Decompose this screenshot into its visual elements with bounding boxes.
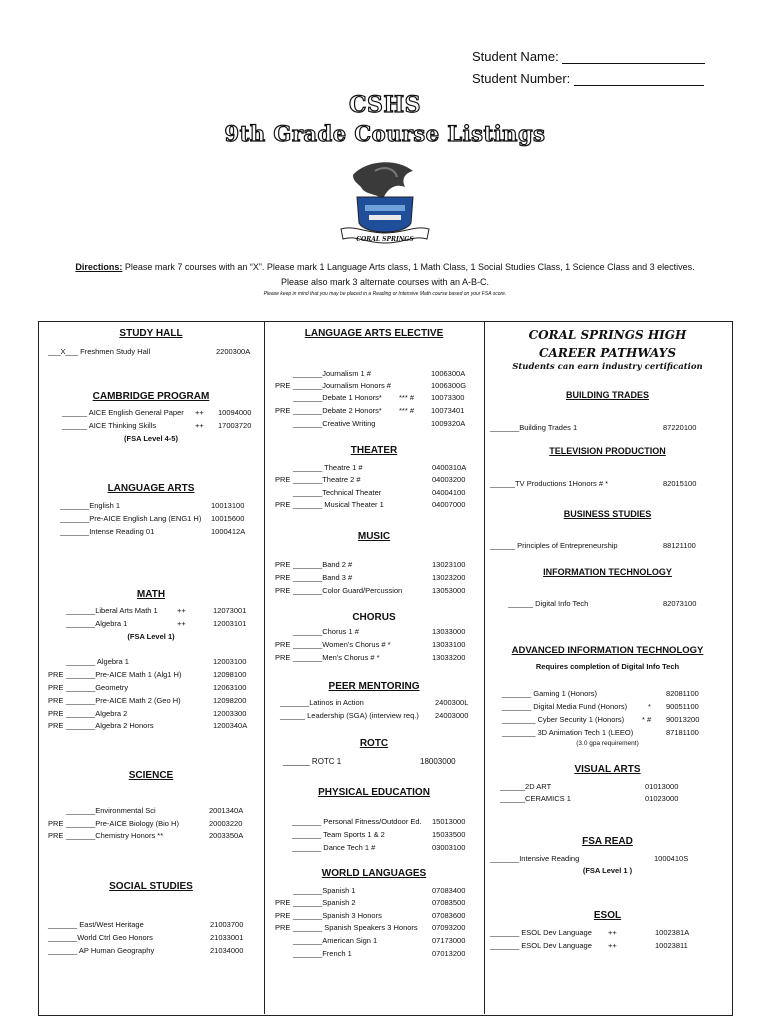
- course-code: 24003000: [435, 711, 469, 720]
- section-chorus: CHORUS: [352, 612, 396, 623]
- course-code: 10073300: [431, 393, 465, 402]
- course-code: 01023000: [645, 794, 679, 803]
- course-code: 10023811: [655, 941, 688, 950]
- course-row[interactable]: [490, 540, 725, 552]
- course-row[interactable]: [275, 572, 480, 584]
- course-name: ______ Digital Info Tech: [508, 599, 589, 608]
- course-row[interactable]: [48, 720, 262, 732]
- course-name: _______Debate 1 Honors*: [293, 393, 382, 402]
- course-row[interactable]: [490, 940, 725, 952]
- course-name: _______Pre-AICE English Lang (ENG1 H): [60, 514, 202, 523]
- course-name: _______Intensive Reading: [490, 854, 580, 863]
- course-name: _______French 1: [293, 949, 352, 958]
- course-row[interactable]: [502, 701, 727, 713]
- course-code: 10073401: [431, 406, 465, 415]
- column-divider-1: [264, 321, 265, 1014]
- page-title: CSHS: [348, 92, 422, 118]
- course-name: _______Band 2 #: [293, 560, 353, 569]
- course-code: 12098100: [213, 670, 247, 679]
- section-rotc: ROTC: [359, 738, 389, 749]
- course-row[interactable]: [48, 695, 262, 707]
- section-language-arts: LANGUAGE ARTS: [107, 483, 195, 494]
- course-name: _______ Theatre 1 #: [293, 463, 363, 472]
- course-code: 12003300: [213, 709, 247, 718]
- course-code: 12003100: [213, 657, 247, 666]
- course-name: _______American Sign 1: [293, 936, 378, 945]
- course-row[interactable]: [66, 618, 262, 630]
- career-pathways-heading-2: CAREER PATHWAYS: [538, 346, 676, 360]
- course-code: 2003350A: [209, 831, 244, 840]
- course-row[interactable]: [48, 805, 262, 817]
- section-fsa-read: FSA READ: [582, 836, 633, 847]
- course-row[interactable]: [48, 932, 262, 944]
- course-name: _______ Musical Theater 1: [293, 500, 384, 509]
- course-row[interactable]: [48, 346, 258, 358]
- career-pathways-heading-1: CORAL SPRINGS HIGH: [528, 328, 687, 342]
- course-name: _______Color Guard/Percussion: [293, 586, 403, 595]
- course-name: _______ ESOL Dev Language: [490, 928, 592, 937]
- course-code: 2001340A: [209, 806, 244, 815]
- course-row[interactable]: [275, 935, 480, 947]
- course-pre: PRE: [275, 923, 291, 932]
- course-code: 2200300A: [216, 347, 251, 356]
- course-name: _______Environmental Sci: [66, 806, 156, 815]
- course-name: _______ Gaming 1 (Honors): [502, 689, 598, 698]
- course-pre: PRE: [275, 586, 291, 595]
- course-row[interactable]: [275, 380, 480, 392]
- school-logo: [335, 153, 435, 251]
- course-name: _______Building Trades 1: [490, 423, 578, 432]
- course-name: _______Algebra 2: [66, 709, 128, 718]
- section-la-elective: LANGUAGE ARTS ELECTIVE: [304, 328, 444, 339]
- course-name: _______Journalism Honors #: [293, 381, 391, 390]
- course-row[interactable]: [62, 407, 262, 419]
- course-name: ______ AICE Thinking Skills: [62, 421, 157, 430]
- course-row[interactable]: [490, 927, 725, 939]
- course-mark: *: [648, 702, 651, 711]
- course-row[interactable]: [275, 910, 480, 922]
- course-code: 88121100: [663, 541, 696, 550]
- course-code: 15033500: [432, 830, 466, 839]
- course-mark: * #: [642, 715, 652, 724]
- course-name: ______ ROTC 1: [283, 757, 342, 766]
- student-number-line[interactable]: [574, 85, 704, 86]
- course-code: 1009320A: [431, 419, 466, 428]
- course-name: _______ Team Sports 1 & 2: [292, 830, 385, 839]
- section-visual-arts: VISUAL ARTS: [574, 764, 641, 775]
- course-code: 17003720: [218, 421, 252, 430]
- course-mark: ++: [177, 619, 186, 628]
- course-name: _______Geometry: [66, 683, 129, 692]
- course-pre: PRE: [48, 670, 64, 679]
- course-pre: PRE: [275, 500, 291, 509]
- course-row[interactable]: [292, 842, 482, 854]
- course-name: _______ Spanish Speakers 3 Honors: [293, 923, 418, 932]
- course-row[interactable]: [500, 781, 725, 793]
- math-note: (FSA Level 1): [127, 632, 175, 641]
- section-cambridge: CAMBRIDGE PROGRAM: [92, 391, 210, 402]
- course-row[interactable]: [48, 919, 262, 931]
- student-name-label: Student Name:: [472, 49, 559, 64]
- course-name: _______Spanish 3 Honors: [293, 911, 382, 920]
- course-code: 04004100: [432, 488, 466, 497]
- course-name: ______CERAMICS 1: [500, 794, 571, 803]
- course-code: 03003100: [432, 843, 466, 852]
- cambridge-note: (FSA Level 4-5): [124, 434, 178, 443]
- course-code: 0400310A: [432, 463, 467, 472]
- course-row[interactable]: [275, 499, 480, 511]
- course-name: _______Creative Writing: [293, 419, 376, 428]
- course-row[interactable]: [275, 392, 480, 404]
- course-row[interactable]: [500, 793, 725, 805]
- course-name: _______Intense Reading 01: [60, 527, 155, 536]
- course-pre: PRE: [275, 406, 291, 415]
- section-peer-mentoring: PEER MENTORING: [328, 681, 420, 692]
- course-name: _______Debate 2 Honors*: [293, 406, 382, 415]
- student-number-field[interactable]: [472, 71, 704, 86]
- course-pre: PRE: [275, 911, 291, 920]
- course-pre: PRE: [48, 709, 64, 718]
- course-code: 82081100: [666, 689, 699, 698]
- section-building-trades: BUILDING TRADES: [566, 390, 649, 400]
- course-name: _______ Digital Media Fund (Honors): [502, 702, 628, 711]
- course-row[interactable]: [275, 368, 480, 380]
- section-information-technology: INFORMATION TECHNOLOGY: [543, 567, 672, 577]
- course-row[interactable]: [48, 656, 262, 668]
- page-subtitle: 9th Grade Course Listings: [224, 121, 546, 146]
- course-row[interactable]: [275, 652, 480, 664]
- course-row[interactable]: [275, 559, 480, 571]
- course-code: 12098200: [213, 696, 247, 705]
- course-pre: PRE: [48, 683, 64, 692]
- course-name: _______Men's Chorus # *: [293, 653, 380, 662]
- course-row[interactable]: [275, 897, 480, 909]
- course-name: _______ Personal Fitness/Outdoor Ed.: [292, 817, 422, 826]
- course-name: _______ Algebra 1: [66, 657, 129, 666]
- course-row[interactable]: [275, 405, 480, 417]
- course-name: _______ ESOL Dev Language: [490, 941, 592, 950]
- course-row[interactable]: [66, 605, 262, 617]
- course-code: 21003700: [210, 920, 244, 929]
- course-code: 1006300G: [431, 381, 467, 390]
- student-number-label: Student Number:: [472, 71, 571, 86]
- course-name: _______Women's Chorus # *: [293, 640, 391, 649]
- directions-text: Please mark 7 courses with an “X”. Please mark 1 Language Arts class, 1 Math Class, 1 Social Studies Class, 1 Science Class and 3 electives.: [124, 262, 695, 272]
- course-pre: PRE: [275, 653, 291, 662]
- course-code: 13053000: [432, 586, 466, 595]
- course-row[interactable]: [275, 626, 480, 638]
- course-row[interactable]: [48, 682, 262, 694]
- course-name: _______Pre-AICE Math 2 (Geo H): [66, 696, 181, 705]
- course-code: 87220100: [663, 423, 697, 432]
- course-row[interactable]: [275, 474, 480, 486]
- course-code: 20003220: [209, 819, 243, 828]
- course-name: _______Algebra 1: [66, 619, 128, 628]
- course-code: 18003000: [420, 757, 456, 766]
- course-row[interactable]: [48, 945, 262, 957]
- course-row[interactable]: [502, 727, 727, 739]
- course-name: ________ 3D Animation Tech 1 (LEEO): [502, 728, 634, 737]
- course-row[interactable]: [490, 478, 725, 490]
- course-code: 04007000: [432, 500, 466, 509]
- course-row[interactable]: [60, 526, 260, 538]
- course-row[interactable]: [275, 948, 480, 960]
- course-row[interactable]: [48, 669, 262, 681]
- course-row[interactable]: [275, 885, 480, 897]
- course-row[interactable]: [275, 922, 480, 934]
- course-row[interactable]: [508, 598, 728, 610]
- course-row[interactable]: [48, 708, 262, 720]
- course-code: 10015600: [211, 514, 245, 523]
- course-code: 82015100: [663, 479, 697, 488]
- section-social-studies: SOCIAL STUDIES: [109, 881, 193, 892]
- course-row[interactable]: [275, 462, 480, 474]
- section-science: SCIENCE: [128, 770, 174, 781]
- course-row[interactable]: [292, 816, 482, 828]
- course-name: _______ Dance Tech 1 #: [292, 843, 376, 852]
- course-name: _______Spanish 2: [293, 898, 356, 907]
- course-row[interactable]: [275, 585, 480, 597]
- course-pre: PRE: [48, 819, 64, 828]
- course-name: ________ Cyber Security 1 (Honors): [502, 715, 625, 724]
- course-pre: PRE: [48, 721, 64, 730]
- advanced-it-requirement: Requires completion of Digital Info Tech: [535, 662, 680, 671]
- course-pre: PRE: [275, 898, 291, 907]
- course-row[interactable]: [280, 710, 480, 722]
- course-code: 07083600: [432, 911, 466, 920]
- course-code: 12073001: [213, 606, 247, 615]
- section-advanced-it: ADVANCED INFORMATION TECHNOLOGY: [511, 645, 704, 656]
- course-name: _______Liberal Arts Math 1: [66, 606, 158, 615]
- course-row[interactable]: [275, 418, 480, 430]
- course-row[interactable]: [502, 714, 727, 726]
- course-code: 13033000: [432, 627, 466, 636]
- course-code: 13023200: [432, 573, 466, 582]
- course-mark: ++: [195, 421, 204, 430]
- course-row[interactable]: [48, 818, 262, 830]
- section-esol: ESOL: [593, 910, 622, 921]
- course-code: 21033001: [210, 933, 244, 942]
- section-music: MUSIC: [357, 531, 391, 542]
- course-pre: PRE: [275, 560, 291, 569]
- course-name: _______Chorus 1 #: [293, 627, 359, 636]
- course-mark: *** #: [399, 406, 415, 415]
- course-code: 82073100: [663, 599, 697, 608]
- course-mark: ++: [195, 408, 204, 417]
- course-name: ______ Leadership (SGA) (interview req.): [280, 711, 419, 720]
- directions-line2: Please also mark 3 alternate courses with an A-B-C.: [280, 277, 490, 287]
- directions-label: Directions:: [75, 262, 123, 272]
- student-name-line[interactable]: [562, 63, 705, 64]
- course-row[interactable]: [60, 500, 260, 512]
- course-code: 87181100: [666, 728, 699, 737]
- section-tv-production: TELEVISION PRODUCTION: [549, 446, 666, 456]
- course-code: 07083500: [432, 898, 466, 907]
- course-name: _______Journalism 1 #: [293, 369, 371, 378]
- course-code: 10013100: [211, 501, 245, 510]
- course-name: _______ AP Human Geography: [48, 946, 155, 955]
- course-name: _______Chemistry Honors **: [66, 831, 164, 840]
- course-name: ______2D ART: [500, 782, 552, 791]
- course-code: 07093200: [432, 923, 466, 932]
- course-name: _______Algebra 2 Honors: [66, 721, 154, 730]
- course-name: ______TV Productions 1Honors # *: [490, 479, 608, 488]
- course-pre: PRE: [275, 640, 291, 649]
- course-name: _______World Ctrl Geo Honors: [48, 933, 153, 942]
- course-row[interactable]: [275, 487, 480, 499]
- course-code: 12063100: [213, 683, 247, 692]
- course-name: ______ Principles of Entrepreneurship: [490, 541, 618, 550]
- course-code: 07173000: [432, 936, 466, 945]
- student-name-field[interactable]: [472, 49, 705, 64]
- directions: [0, 262, 770, 272]
- course-row[interactable]: [275, 639, 480, 651]
- course-code: 07013200: [432, 949, 466, 958]
- directions-note: Please keep in mind that you may be placed in a Reading or Intensive Math course based on your FSA score.: [263, 291, 507, 297]
- course-name: _______Pre-AICE Biology (Bio H): [66, 819, 179, 828]
- course-name: _______Theatre 2 #: [293, 475, 361, 484]
- course-mark: *** #: [399, 393, 415, 402]
- course-name: _______Spanish 1: [293, 886, 356, 895]
- course-row[interactable]: [502, 688, 727, 700]
- section-theater: THEATER: [350, 445, 398, 456]
- course-mark: ++: [608, 928, 617, 937]
- course-code: 12003101: [213, 619, 247, 628]
- course-name: _______Band 3 #: [293, 573, 353, 582]
- course-code: 01013000: [645, 782, 679, 791]
- course-row[interactable]: [283, 756, 480, 768]
- course-pre: PRE: [48, 696, 64, 705]
- course-name: _______ East/West Heritage: [48, 920, 144, 929]
- course-code: 10094000: [218, 408, 252, 417]
- course-name: _______English 1: [60, 501, 121, 510]
- course-name: _______Pre-AICE Math 1 (Alg1 H): [66, 670, 182, 679]
- course-name: _______Latinos in Action: [280, 698, 364, 707]
- course-code: 04003200: [432, 475, 466, 484]
- course-pre: PRE: [275, 573, 291, 582]
- course-code: 15013000: [432, 817, 466, 826]
- course-name: _______Technical Theater: [293, 488, 382, 497]
- course-code: 1000412A: [211, 527, 246, 536]
- course-row[interactable]: [490, 853, 725, 865]
- course-code: 90051100: [666, 702, 699, 711]
- course-pre: PRE: [275, 475, 291, 484]
- career-pathways-subheading: Students can earn industry certification: [512, 362, 703, 372]
- section-business-studies: BUSINESS STUDIES: [563, 509, 652, 519]
- course-row[interactable]: [490, 422, 725, 434]
- course-name: ___X___ Freshmen Study Hall: [48, 347, 151, 356]
- course-row[interactable]: [292, 829, 482, 841]
- section-math: MATH: [136, 589, 166, 600]
- course-code: 13033200: [432, 653, 466, 662]
- course-code: 1002381A: [655, 928, 690, 937]
- course-code: 90013200: [666, 715, 700, 724]
- course-code: 1200340A: [213, 721, 248, 730]
- course-row[interactable]: [48, 830, 262, 842]
- course-code: 07083400: [432, 886, 466, 895]
- section-physical-education: PHYSICAL EDUCATION: [318, 787, 430, 798]
- course-row[interactable]: [280, 697, 480, 709]
- course-code: 1000410S: [654, 854, 689, 863]
- course-code: 13023100: [432, 560, 466, 569]
- course-pre: PRE: [48, 831, 64, 840]
- course-mark: ++: [608, 941, 617, 950]
- course-code: 1006300A: [431, 369, 466, 378]
- course-name: ______ AICE English General Paper: [62, 408, 184, 417]
- course-pre: PRE: [275, 381, 291, 390]
- section-study-hall: STUDY HALL: [119, 328, 183, 339]
- course-mark: ++: [177, 606, 186, 615]
- section-world-languages: WORLD LANGUAGES: [321, 868, 427, 879]
- advanced-it-gpa-note: (3.0 gpa requirement): [576, 740, 639, 747]
- fsa-read-note: (FSA Level 1 ): [582, 866, 633, 875]
- course-row[interactable]: [62, 420, 262, 432]
- course-row[interactable]: [60, 513, 260, 525]
- course-code: 2400300L: [435, 698, 469, 707]
- course-code: 21034000: [210, 946, 244, 955]
- course-code: 13033100: [432, 640, 466, 649]
- logo-banner-text: CORAL SPRINGS: [356, 236, 414, 243]
